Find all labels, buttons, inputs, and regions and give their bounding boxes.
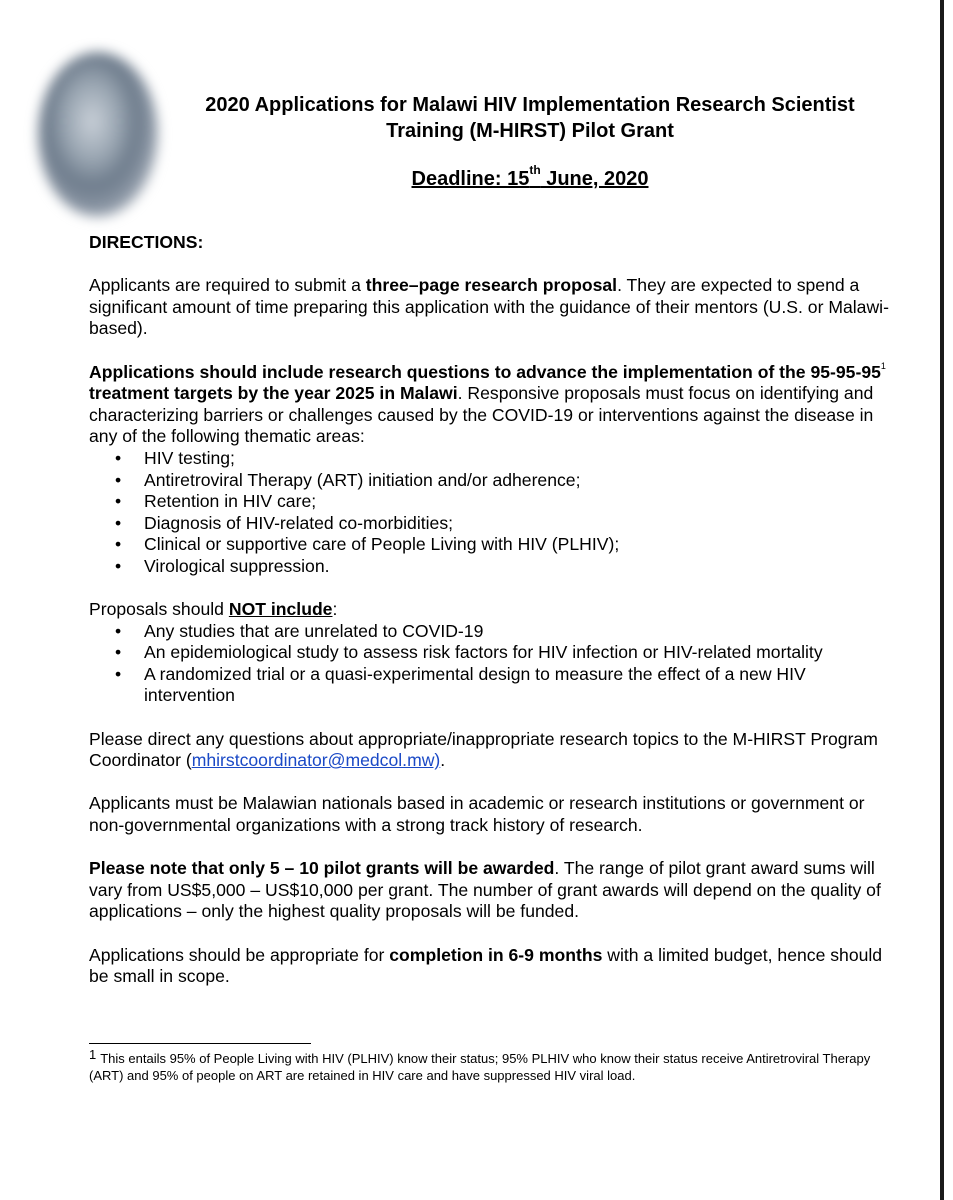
grants-paragraph <box>89 858 889 923</box>
document-title <box>110 92 950 144</box>
footnote <box>89 1047 889 1084</box>
bullet-icon: • <box>115 534 122 555</box>
list-item <box>89 491 889 513</box>
bullet-icon: • <box>115 447 122 468</box>
eligibility-paragraph: Applicants must be Malawian nationals based in academic or research institutions or government or non-governmental organizations with a strong track history of research. <box>89 793 865 836</box>
list-item-text: Retention in HIV care; <box>144 491 317 512</box>
document-body <box>89 232 889 1009</box>
list-item <box>89 513 889 535</box>
questions-paragraph <box>89 729 889 772</box>
grants-bold: Please note that only 5 – 10 pilot grants will be awarded <box>89 858 555 879</box>
research-questions-paragraph <box>89 362 889 448</box>
bullet-icon: • <box>115 663 122 684</box>
list-item-text: HIV testing; <box>144 447 235 468</box>
p1-bold: three–page research proposal <box>365 275 618 296</box>
p1-pre: Applicants are required to submit a <box>89 275 366 296</box>
footnote-ref: 1 <box>880 360 886 371</box>
footnote-divider <box>89 1043 311 1044</box>
p2-bold-2: treatment targets by the year 2025 in Malawi <box>89 383 458 404</box>
questions-post: . <box>440 750 446 771</box>
list-item <box>89 470 889 492</box>
not-include-post: : <box>332 599 338 620</box>
deadline <box>110 163 950 192</box>
list-item <box>89 448 889 470</box>
questions-pre: Please direct any questions about appropriate/inappropriate research topics to the M-HIRST Program Coordinator ( <box>89 728 878 771</box>
not-include-heading <box>89 599 889 621</box>
footnote-mark: 1 <box>89 1047 97 1062</box>
coordinator-email-link[interactable]: mhirstcoordinator@medcol.mw) <box>191 750 441 771</box>
not-include-pre: Proposals should <box>89 599 229 620</box>
thematic-areas-list <box>89 448 889 578</box>
bullet-icon: • <box>115 491 122 512</box>
p2-post: . Responsive proposals must focus on identifying and characterizing barriers or challenges caused by the COVID-19 or interventions against the disease in any of the following thematic areas: <box>89 383 874 447</box>
list-item <box>89 621 889 643</box>
directions-heading: DIRECTIONS: <box>89 232 204 252</box>
list-item-text: Clinical or supportive care of People Living with HIV (PLHIV); <box>144 534 620 555</box>
list-item-text: An epidemiological study to assess risk factors for HIV infection or HIV-related mortality <box>144 642 823 663</box>
list-item-text: Virological suppression. <box>144 555 330 576</box>
list-item-text: A randomized trial or a quasi-experimental design to measure the effect of a new HIV intervention <box>144 663 806 706</box>
list-item-text: Diagnosis of HIV-related co-morbidities; <box>144 512 453 533</box>
footnote-text: This entails 95% of People Living with HIV (PLHIV) know their status; 95% PLHIV who know their status receive Antiretroviral Therapy (ART) and 95% of people on ART are retained in HIV care and have suppressed HIV viral load. <box>89 1051 871 1083</box>
bullet-icon: • <box>115 620 122 641</box>
deadline-prefix: Deadline: 15 <box>411 168 530 190</box>
p2-bold-1: Applications should include research questions to advance the implementation of the 95-95-95 <box>89 361 881 382</box>
deadline-ordinal: th <box>529 163 541 178</box>
list-item <box>89 664 889 707</box>
bullet-icon: • <box>115 642 122 663</box>
bullet-icon: • <box>115 555 122 576</box>
list-item-text: Antiretroviral Therapy (ART) initiation and/or adherence; <box>144 469 581 490</box>
proposal-requirement-paragraph <box>89 275 889 340</box>
list-item <box>89 534 889 556</box>
p1-post: . They are expected to spend a significant amount of time preparing this application with the guidance of their mentors (U.S. or Malawi-based). <box>89 275 889 339</box>
deadline-suffix: June, 2020 <box>540 168 649 190</box>
bullet-icon: • <box>115 512 122 533</box>
list-item-text: Any studies that are unrelated to COVID-19 <box>144 620 484 641</box>
bullet-icon: • <box>115 469 122 490</box>
title-line-2: Training (M-HIRST) Pilot Grant <box>386 120 674 142</box>
grants-post: . The range of pilot grant award sums will vary from US$5,000 – US$10,000 per grant. The number of grant awards will depend on the quality of applications – only the highest quality proposals will be funded. <box>89 858 881 922</box>
scope-paragraph <box>89 945 889 988</box>
scope-pre: Applications should be appropriate for <box>89 944 390 965</box>
list-item <box>89 642 889 664</box>
title-line-1: 2020 Applications for Malawi HIV Implementation Research Scientist <box>205 94 855 116</box>
scope-bold: completion in 6-9 months <box>389 944 603 965</box>
excluded-studies-list <box>89 621 889 707</box>
not-include-emphasis: NOT include <box>228 599 333 620</box>
scope-post: with a limited budget, hence should be small in scope. <box>89 944 883 987</box>
list-item <box>89 556 889 578</box>
